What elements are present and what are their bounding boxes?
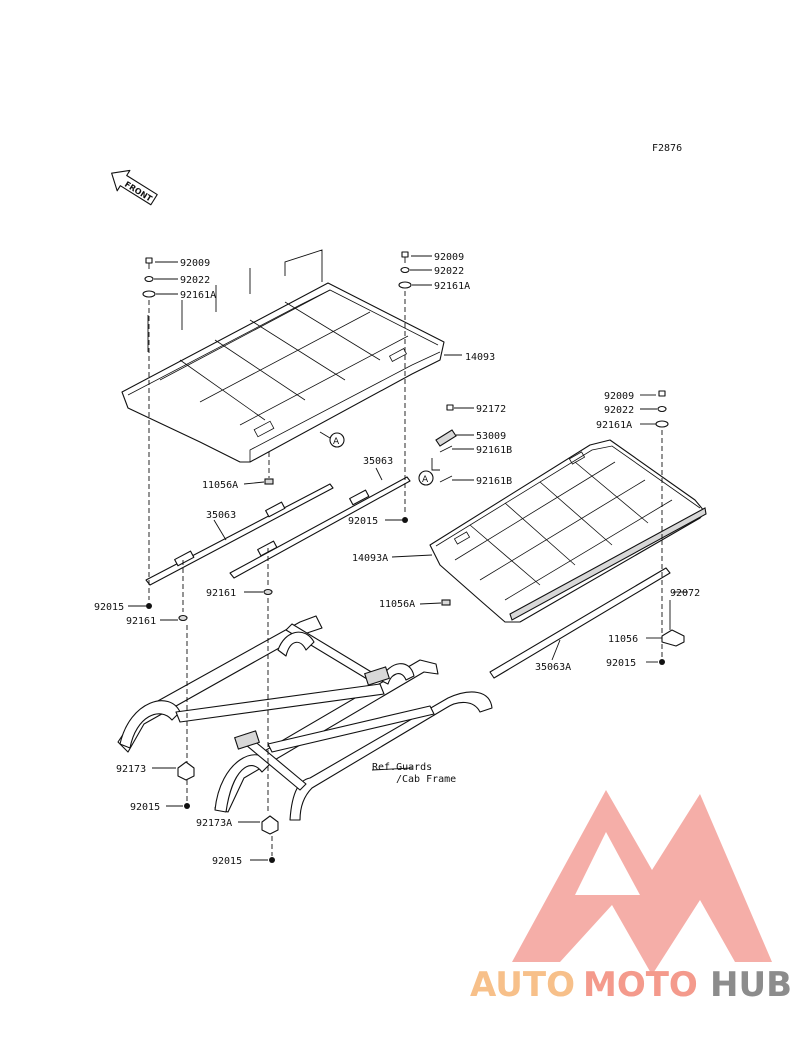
label-92161-a: 92161: [126, 616, 157, 627]
label-ref-line1: Ref.Guards: [372, 762, 433, 773]
label-35063-b: 35063: [363, 456, 394, 467]
label-92015-b: 92015: [606, 658, 637, 669]
label-92015-c: 92015: [94, 602, 125, 613]
front-label: FRONT: [122, 179, 154, 204]
label-92015-d: 92015: [130, 802, 161, 813]
cab-frame: [118, 616, 492, 820]
label-92022-c: 92022: [604, 405, 635, 416]
leader-35063-b: [376, 468, 382, 480]
label-92022-b: 92022: [434, 266, 465, 277]
leader-35063-a: [214, 520, 226, 540]
label-14093: 14093: [465, 352, 496, 363]
svg-text:A: A: [333, 437, 340, 447]
label-92009-c: 92009: [604, 391, 635, 402]
label-92009-a: 92009: [180, 258, 211, 269]
label-92161B-b: 92161B: [476, 476, 513, 487]
watermark-part1: AUTO: [470, 965, 575, 1005]
label-92172: 92172: [476, 404, 507, 415]
watermark-text: [470, 965, 792, 1005]
label-53009: 53009: [476, 431, 507, 442]
label-11056A-b: 11056A: [379, 599, 416, 610]
label-92161A-a: 92161A: [180, 290, 217, 301]
callout-a-2: [419, 471, 433, 485]
clip-11056A-rear: [420, 600, 450, 605]
svg-text:A: A: [422, 475, 429, 485]
label-14093A: 14093A: [352, 553, 389, 564]
label-92173A: 92173A: [196, 818, 233, 829]
label-92161A-c: 92161A: [596, 420, 633, 431]
bracket-92072: [646, 592, 688, 662]
label-35063A: 35063A: [535, 662, 572, 673]
watermark-logo: [512, 790, 772, 975]
roof-panel-front: [122, 283, 444, 462]
figure-code: F2876: [652, 143, 683, 154]
label-92022-a: 92022: [180, 275, 211, 286]
label-92173: 92173: [116, 764, 147, 775]
label-11056: 11056: [608, 634, 639, 645]
front-arrow-icon: [105, 163, 160, 210]
label-35063-a: 35063: [206, 510, 237, 521]
label-92015-e: 92015: [212, 856, 243, 867]
label-92015-a: 92015: [348, 516, 379, 527]
watermark-part2: MOTO: [583, 965, 698, 1005]
leader-14093A: [392, 555, 432, 557]
label-92072: 92072: [670, 588, 701, 599]
watermark-part3: HUB: [710, 965, 792, 1005]
label-92009-b: 92009: [434, 252, 465, 263]
callout-a-1: [320, 432, 344, 447]
hardware-center-group: [432, 405, 474, 482]
label-92161-b: 92161: [206, 588, 237, 599]
label-11056A-a: 11056A: [202, 480, 239, 491]
label-92161B-a: 92161B: [476, 445, 513, 456]
label-ref-line2: /Cab Frame: [396, 774, 457, 785]
roof-panel-rear: [430, 440, 706, 622]
label-92161A-b: 92161A: [434, 281, 471, 292]
